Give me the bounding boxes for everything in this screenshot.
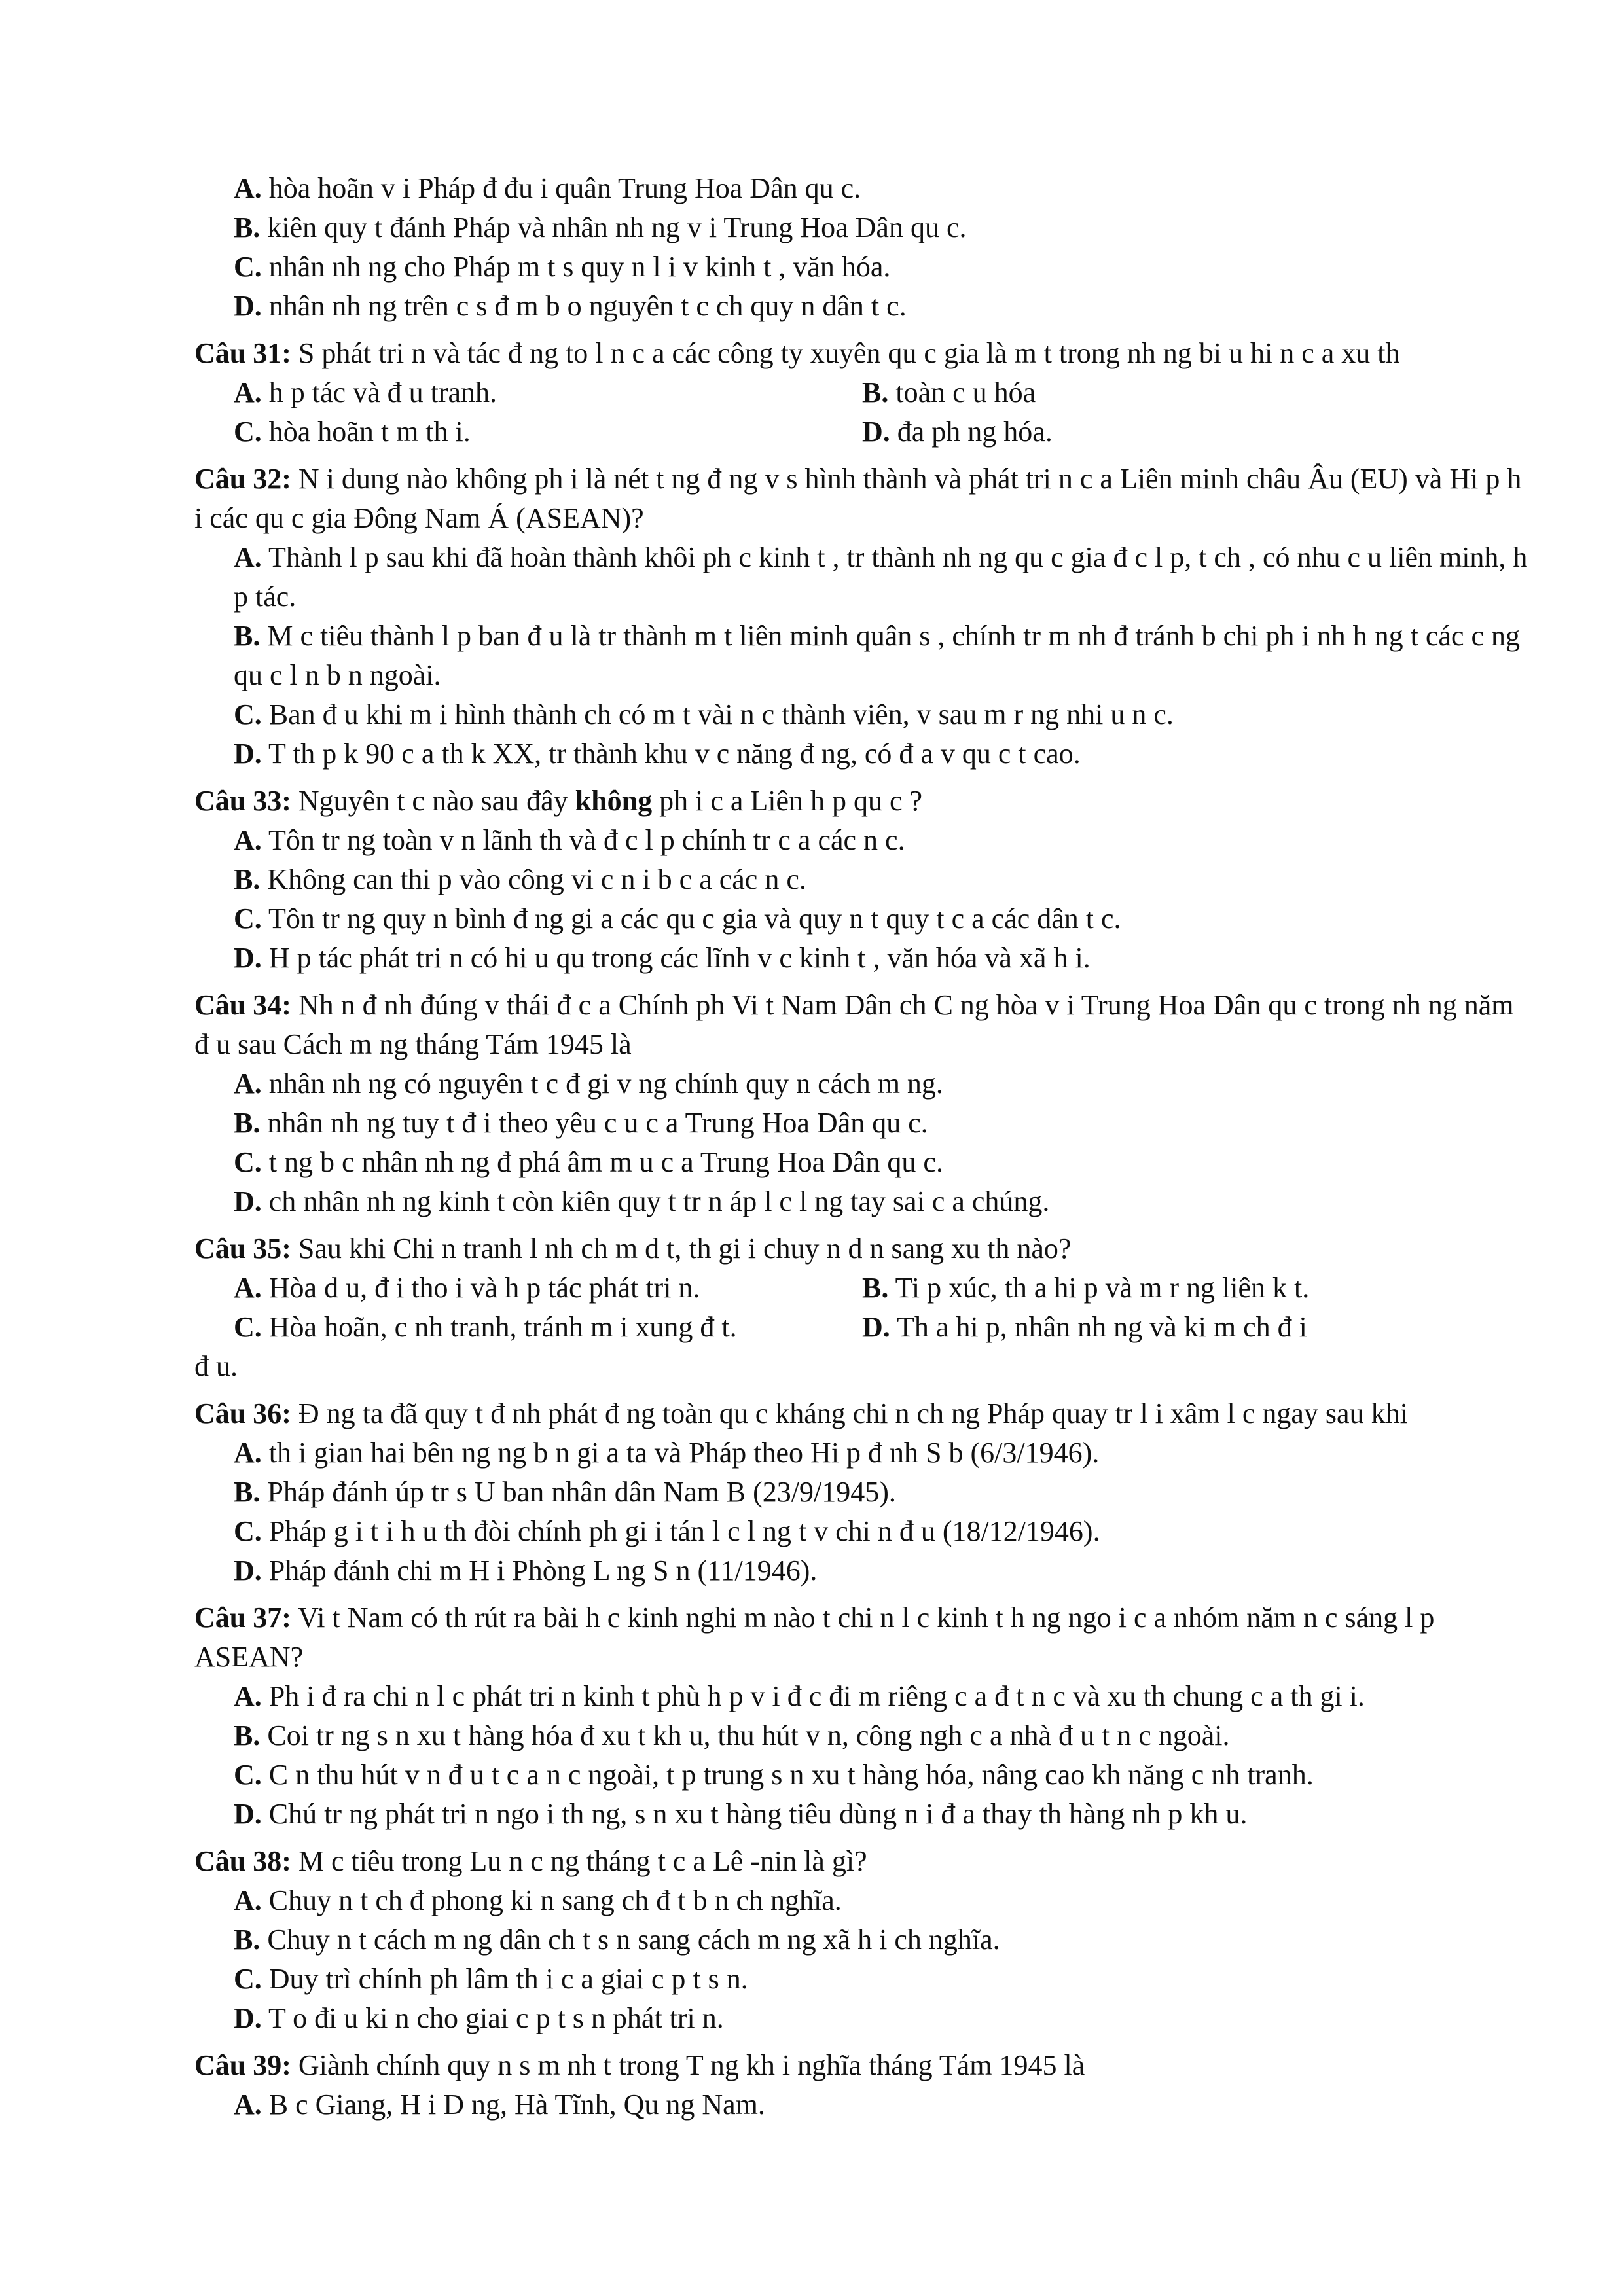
option-b: B. kiên quy t đánh Pháp và nhân nh ng v i Trung Hoa Dân qu c. [234, 211, 967, 243]
option-c: C. Pháp g i t i h u th đòi chính ph gi i tán l c l ng t v chi n đ u (18/12/1946). [234, 1515, 1100, 1547]
option-a: A. Hòa d u, đ i tho i và h p tác phát tri n. [234, 1272, 700, 1304]
option-b: B. nhân nh ng tuy t đ i theo yêu c u c a Trung Hoa Dân qu c. [234, 1107, 928, 1139]
question-35 [194, 1229, 1530, 1386]
option-d: D. Th a hi p, nhân nh ng và ki m ch đ i [862, 1311, 1307, 1343]
option-d: D. H p tác phát tri n có hi u qu trong các lĩnh v c kinh t , văn hóa và xã h i. [234, 942, 1091, 974]
question-stem: Câu 34: Nh n đ nh đúng v thái đ c a Chính ph Vi t Nam Dân ch C ng hòa v i Trung Hoa Dân qu c trong nh ng năm đ u sau Cách m ng tháng Tám 1945 là [194, 989, 1514, 1060]
option-d: D. ch nhân nh ng kinh t còn kiên quy t tr n áp l c l ng tay sai c a chúng. [234, 1185, 1050, 1217]
option-c: C. nhân nh ng cho Pháp m t s quy n l i v kinh t , văn hóa. [234, 251, 891, 283]
question-stem: Câu 31: S phát tri n và tác đ ng to l n c a các công ty xuyên qu c gia là m t trong nh ng bi u hi n c a xu th [194, 337, 1400, 369]
question-stem: Câu 38: M c tiêu trong Lu n c ng tháng t c a Lê -nin là gì? [194, 1845, 867, 1877]
question-stem: Câu 35: Sau khi Chi n tranh l nh ch m d t, th gi i chuy n d n sang xu th nào? [194, 1232, 1072, 1265]
option-b: B. Không can thi p vào công vi c n i b c a các n c. [234, 863, 806, 895]
option-row [194, 373, 1530, 412]
option-c: C. t ng b c nhân nh ng đ phá âm m u c a Trung Hoa Dân qu c. [234, 1146, 943, 1178]
question-30-continued [194, 169, 1530, 326]
option-a: A. Thành l p sau khi đã hoàn thành khôi ph c kinh t , tr thành nh ng qu c gia đ c l p, t ch , có nhu c u liên minh, h p tác. [234, 541, 1528, 613]
question-stem: Câu 33: Nguyên t c nào sau đây không ph i c a Liên h p qu c ? [194, 785, 923, 817]
option-c: C. hòa hoãn t m th i. [234, 416, 471, 448]
option-row [194, 412, 1530, 452]
option-a: A. Ph i đ ra chi n l c phát tri n kinh t phù h p v i đ c đi m riêng c a đ t n c và xu th chung c a th gi i. [234, 1680, 1365, 1712]
question-stem: Câu 36: Đ ng ta đã quy t đ nh phát đ ng toàn qu c kháng chi n ch ng Pháp quay tr l i xâm l c ngay sau khi [194, 1397, 1408, 1429]
question-33 [194, 781, 1530, 978]
option-c: C. Duy trì chính ph lâm th i c a giai c p t s n. [234, 1963, 748, 1995]
option-a: A. nhân nh ng có nguyên t c đ gi v ng chính quy n cách m ng. [234, 1067, 943, 1100]
question-38 [194, 1842, 1530, 2038]
option-b: B. Ti p xúc, th a hi p và m r ng liên k t. [862, 1272, 1310, 1304]
option-d: D. T o đi u ki n cho giai c p t s n phát tri n. [234, 2002, 724, 2034]
question-39 [194, 2046, 1530, 2125]
option-a: A. hòa hoãn v i Pháp đ đu i quân Trung Hoa Dân qu c. [234, 172, 861, 204]
question-stem: Câu 32: N i dung nào không ph i là nét t ng đ ng v s hình thành và phát tri n c a Liên minh châu Âu (EU) và Hi p h i các qu c gia Đông Nam Á (ASEAN)? [194, 463, 1522, 534]
question-34 [194, 986, 1530, 1221]
option-d: D. Pháp đánh chi m H i Phòng L ng S n (11/1946). [234, 1554, 818, 1587]
question-stem: Câu 39: Giành chính quy n s m nh t trong T ng kh i nghĩa tháng Tám 1945 là [194, 2049, 1085, 2081]
exam-page [194, 169, 1530, 2125]
option-b: B. toàn c u hóa [862, 376, 1036, 408]
option-d: D. T th p k 90 c a th k XX, tr thành khu v c năng đ ng, có đ a v qu c t cao. [234, 738, 1081, 770]
question-32 [194, 459, 1530, 774]
option-a: A. Tôn tr ng toàn v n lãnh th và đ c l p chính tr c a các n c. [234, 824, 905, 856]
question-31 [194, 334, 1530, 452]
option-a: A. th i gian hai bên ng ng b n gi a ta và Pháp theo Hi p đ nh S b (6/3/1946). [234, 1437, 1100, 1469]
emphasis-word: không [575, 785, 653, 817]
option-a: A. h p tác và đ u tranh. [234, 376, 497, 408]
option-d-wrap: đ u. [194, 1350, 238, 1382]
option-c: C. Tôn tr ng quy n bình đ ng gi a các qu c gia và quy n t quy t c a các dân t c. [234, 903, 1121, 935]
option-row [194, 1268, 1530, 1308]
option-b: B. Pháp đánh úp tr s U ban nhân dân Nam B (23/9/1945). [234, 1476, 896, 1508]
option-a: A. B c Giang, H i D ng, Hà Tĩnh, Qu ng Nam. [234, 2089, 765, 2121]
option-b: B. Coi tr ng s n xu t hàng hóa đ xu t kh u, thu hút v n, công ngh c a nhà đ u t n c ngoài. [234, 1719, 1230, 1751]
option-d: D. đa ph ng hóa. [862, 416, 1053, 448]
question-36 [194, 1394, 1530, 1590]
question-37 [194, 1598, 1530, 1834]
option-row [194, 1308, 1530, 1347]
option-d: D. nhân nh ng trên c s đ m b o nguyên t c ch quy n dân t c. [234, 290, 907, 322]
option-c: C. C n thu hút v n đ u t c a n c ngoài, t p trung s n xu t hàng hóa, nâng cao kh năng c nh tranh. [234, 1759, 1314, 1791]
question-stem: Câu 37: Vi t Nam có th rút ra bài h c kinh nghi m nào t chi n l c kinh t h ng ngo i c a nhóm năm n c sáng l p ASEAN? [194, 1602, 1435, 1673]
option-a: A. Chuy n t ch đ phong ki n sang ch đ t b n ch nghĩa. [234, 1884, 842, 1916]
option-b: B. M c tiêu thành l p ban đ u là tr thành m t liên minh quân s , chính tr m nh đ tránh b chi ph i nh h ng t các c ng qu c l n b n ngoài. [234, 620, 1520, 691]
option-d: D. Chú tr ng phát tri n ngo i th ng, s n xu t hàng tiêu dùng n i đ a thay th hàng nh p kh u. [234, 1798, 1248, 1830]
option-c: C. Hòa hoãn, c nh tranh, tránh m i xung đ t. [234, 1311, 737, 1343]
option-b: B. Chuy n t cách m ng dân ch t s n sang cách m ng xã h i ch nghĩa. [234, 1924, 1000, 1956]
option-c: C. Ban đ u khi m i hình thành ch có m t vài n c thành viên, v sau m r ng nhi u n c. [234, 698, 1174, 730]
